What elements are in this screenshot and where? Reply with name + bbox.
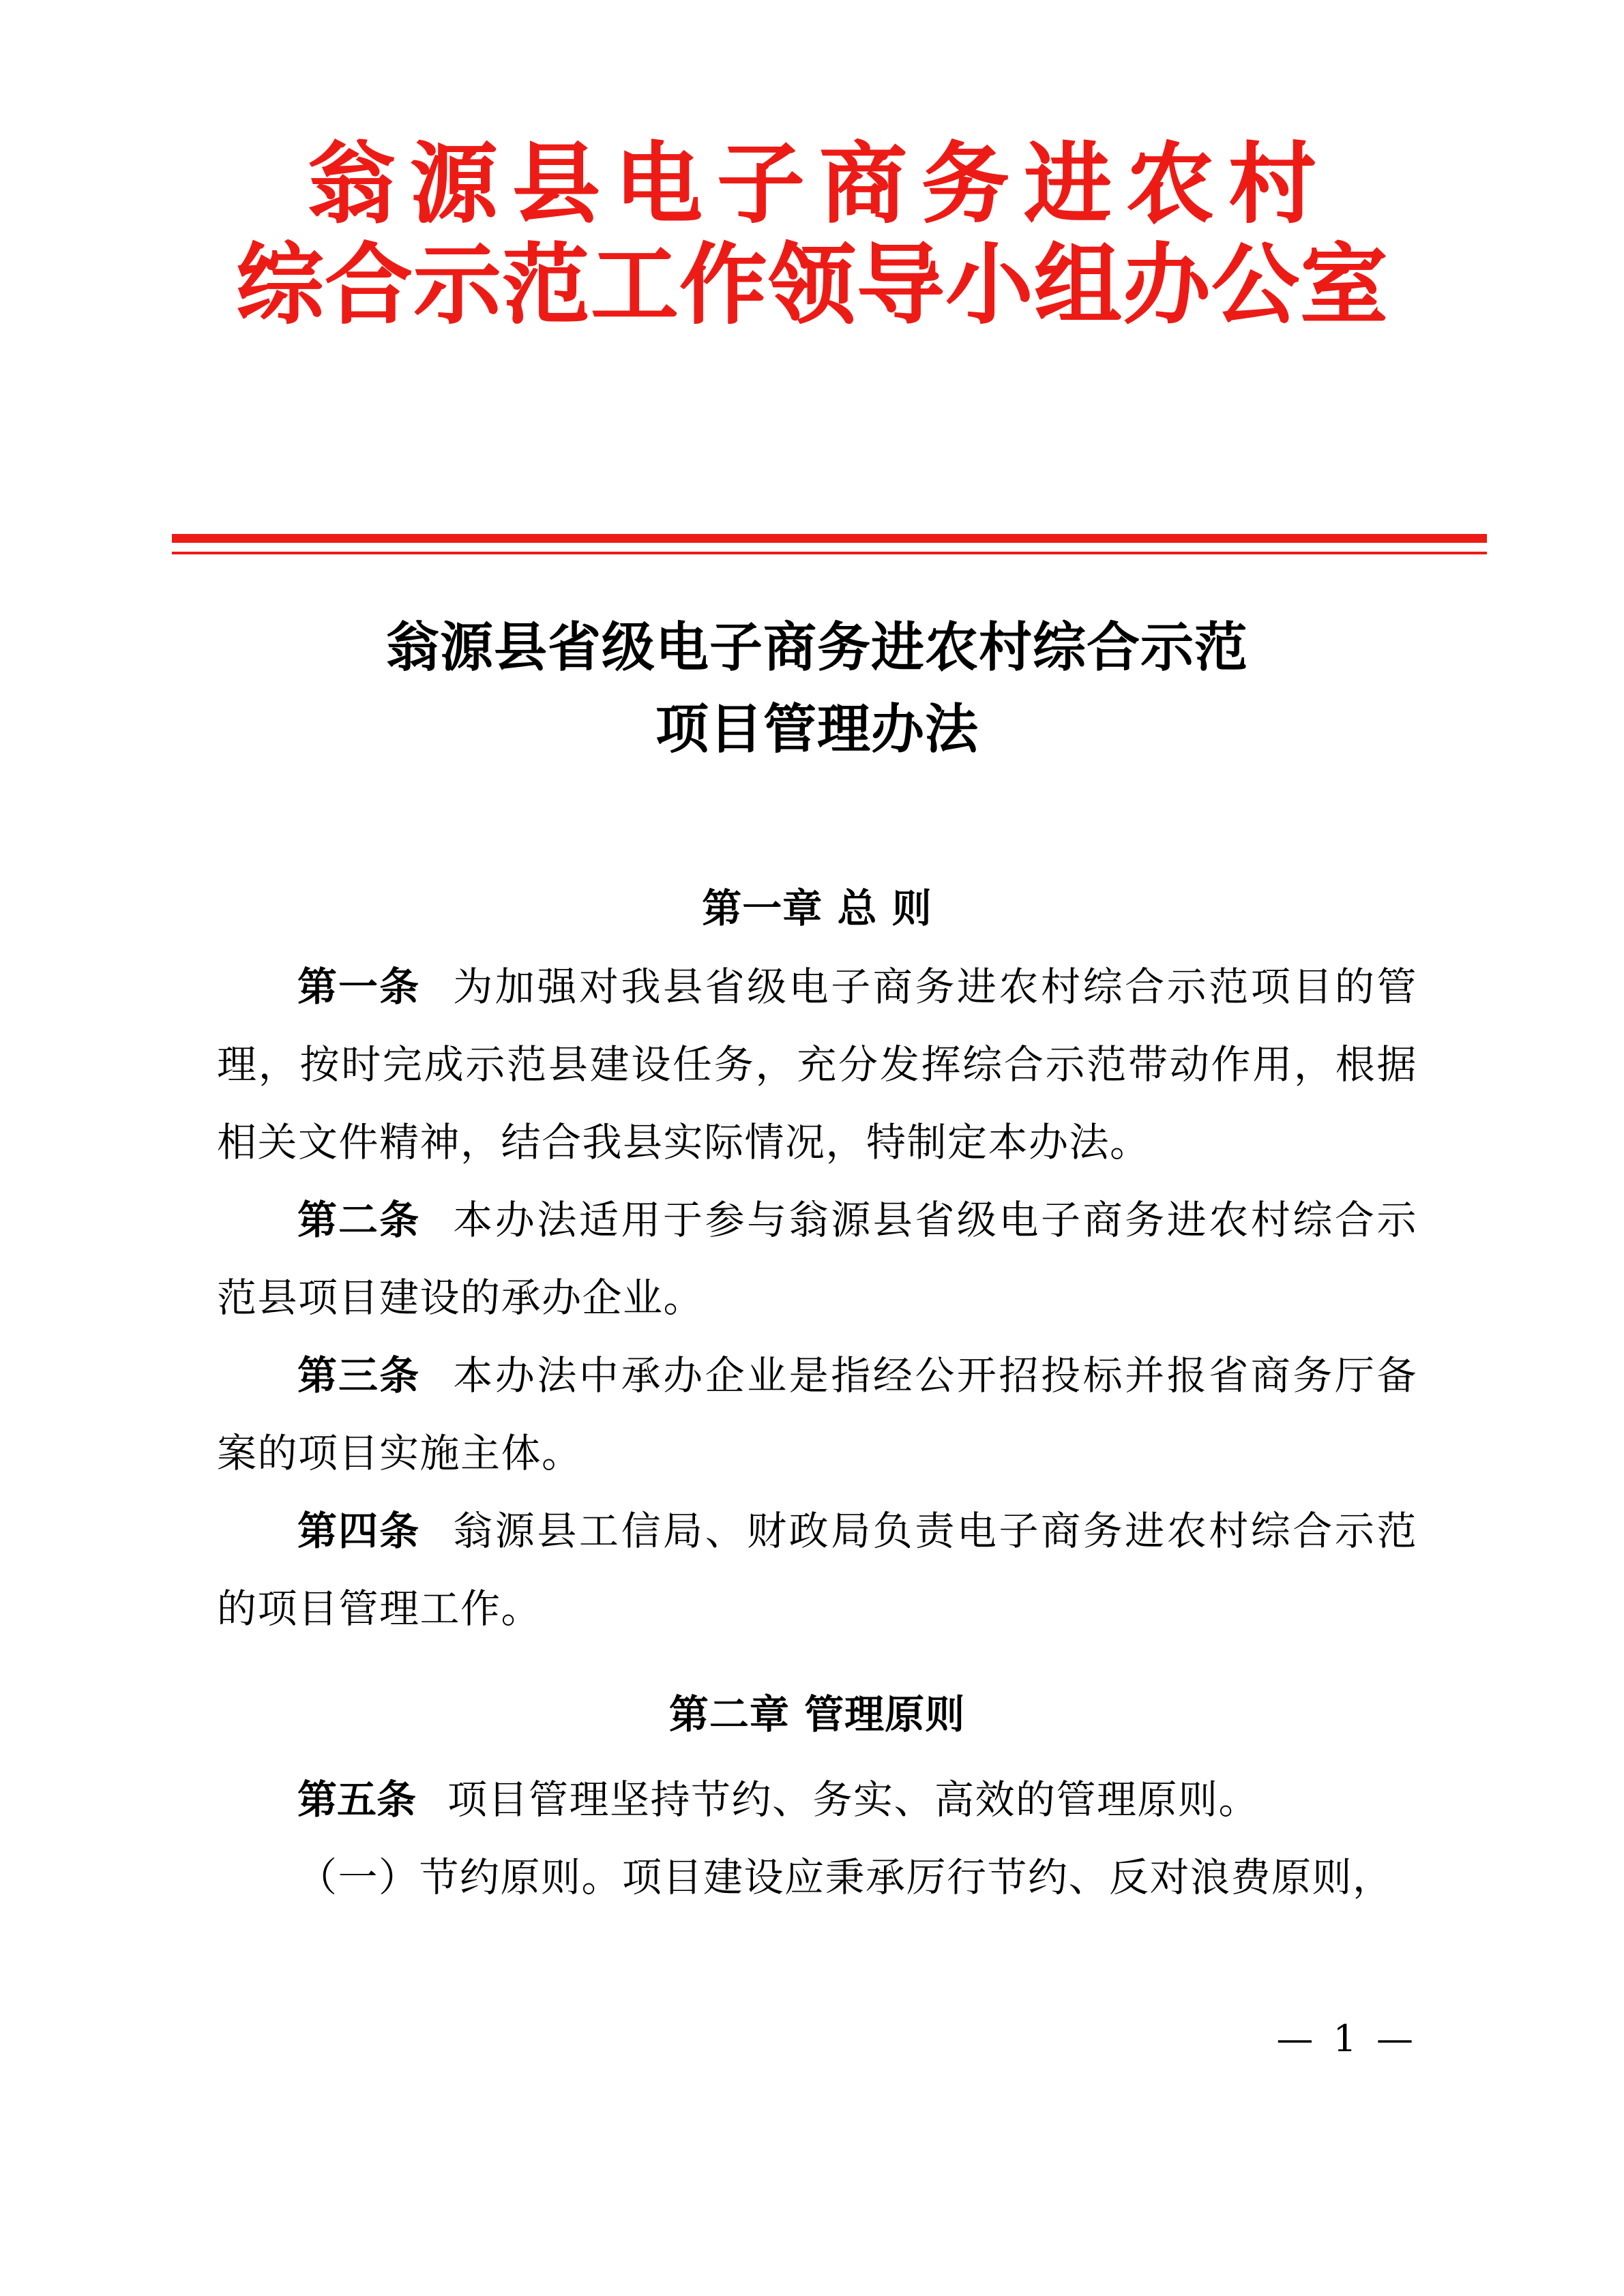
chapter-heading-2: 第二章 管理原则: [668, 1691, 966, 1738]
article-5-item-1: （一）节约原则。项目建设应秉承厉行节约、反对浪费原则，: [297, 1854, 1393, 1900]
article-1-text: 为加强对我县省级电子商务进农村综合示范项目的管理，按时完成示范县建设任务，充分发挥综合示范带动作用，根据相关文件精神，结合我县实际情况，特制定本办法。: [217, 964, 1417, 1165]
letterhead-line-1: 翁源县电子商务进农村: [308, 133, 1331, 235]
letterhead: [0, 0, 1624, 336]
article-4-label: 第四条: [297, 1508, 421, 1554]
article-4-text: 翁源县工信局、财政局负责电子商务进农村综合示范的项目管理工作。: [217, 1508, 1417, 1632]
article-3-label: 第三条: [297, 1352, 421, 1399]
article-3-paragraph: [217, 1337, 1417, 1492]
document-title-line-1: 翁源县省级电子商务进农村综合示范: [385, 616, 1248, 679]
document-title: [217, 607, 1417, 771]
red-rule-thin: [172, 552, 1487, 554]
document-body: [217, 852, 1417, 1916]
article-2-text: 本办法适用于参与翁源县省级电子商务进农村综合示范县项目建设的承办企业。: [217, 1197, 1417, 1321]
article-5-paragraph: [217, 1761, 1417, 1838]
article-2-label: 第二条: [297, 1197, 421, 1243]
article-5-label: 第五条: [297, 1776, 417, 1823]
article-1-paragraph: [217, 948, 1417, 1181]
red-rule-gap: [172, 543, 1487, 552]
article-1-label: 第一条: [297, 964, 421, 1010]
article-2-paragraph: [217, 1181, 1417, 1337]
article-4-paragraph: [217, 1492, 1417, 1648]
red-rule-thick: [172, 534, 1487, 543]
letterhead-line-2: 综合示范工作领导小组办公室: [236, 234, 1389, 336]
chapter-heading-1: 第一章 总 则: [702, 885, 932, 931]
article-5-text: 项目管理坚持节约、务实、高效的管理原则。: [447, 1776, 1260, 1823]
page-number: — 1 —: [1276, 2017, 1417, 2060]
article-3-text: 本办法中承办企业是指经公开招投标并报省商务厅备案的项目实施主体。: [217, 1352, 1417, 1476]
document-title-line-2: 项目管理办法: [655, 698, 979, 760]
red-separator-rule: [172, 534, 1487, 554]
